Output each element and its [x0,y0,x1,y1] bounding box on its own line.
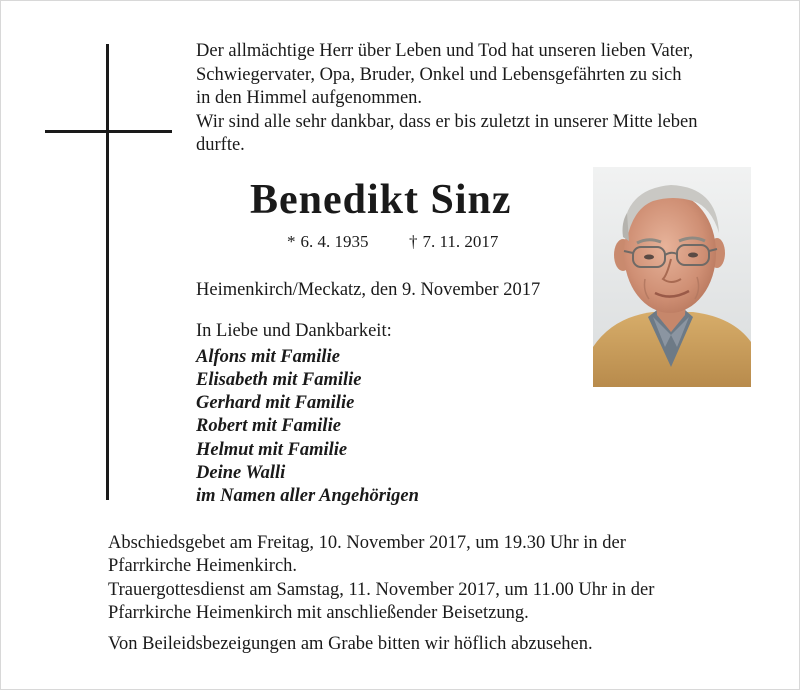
intro-line: Der allmächtige Herr über Leben und Tod hat unseren lieben Vater, [196,41,694,61]
portrait-photo [593,167,751,387]
prayer-notice-line: Abschiedsgebet am Freitag, 10. November 2017, um 19.30 Uhr in der [108,533,626,553]
intro-line: durfte. [196,135,245,155]
condolence-notice: Von Beileidsbezeigungen am Grabe bitten wir höflich abzusehen. [108,634,593,655]
mourners-list [196,346,419,509]
intro-text [196,40,766,158]
intro-line: Schwiegervater, Opa, Bruder, Onkel und Lebensgefährten zu sich [196,64,682,85]
cross-vertical-bar [106,44,109,500]
mourners-lead: In Liebe und Dankbarkeit: [196,321,392,341]
footer-notices [108,532,748,656]
mourners-block [196,320,419,509]
service-notice-line: Pfarrkirche Heimenkirch mit anschließender Beisetzung. [108,602,529,623]
mourner-name: Robert mit Familie [196,416,341,437]
deceased-name: Benedikt Sinz [250,177,512,223]
birth-star-icon: * [287,232,296,251]
prayer-notice-line: Pfarrkirche Heimenkirch. [108,556,298,577]
mourner-name: Helmut mit Familie [196,439,348,460]
mourner-name: Deine Walli [196,462,286,483]
death-cross-icon: † [409,232,418,251]
mourner-name: Alfons mit Familie [196,346,340,367]
mourner-name: im Namen aller Angehörigen [196,486,419,507]
birth-date [287,232,369,252]
intro-line: Wir sind alle sehr dankbar, dass er bis zuletzt in unserer Mitte leben [196,111,698,132]
mourner-name: Gerhard mit Familie [196,393,355,414]
mourner-name: Elisabeth mit Familie [196,369,362,390]
place-and-date: Heimenkirch/Meckatz, den 9. November 2017 [196,280,541,300]
birth-date-value: 6. 4. 1935 [300,232,369,251]
service-notice-line: Trauergottesdienst am Samstag, 11. November 2017, um 11.00 Uhr in der [108,579,655,600]
death-date-value: 7. 11. 2017 [422,232,499,251]
cross-horizontal-bar [45,130,172,133]
death-date [409,232,498,252]
intro-line: in den Himmel aufgenommen. [196,88,423,108]
